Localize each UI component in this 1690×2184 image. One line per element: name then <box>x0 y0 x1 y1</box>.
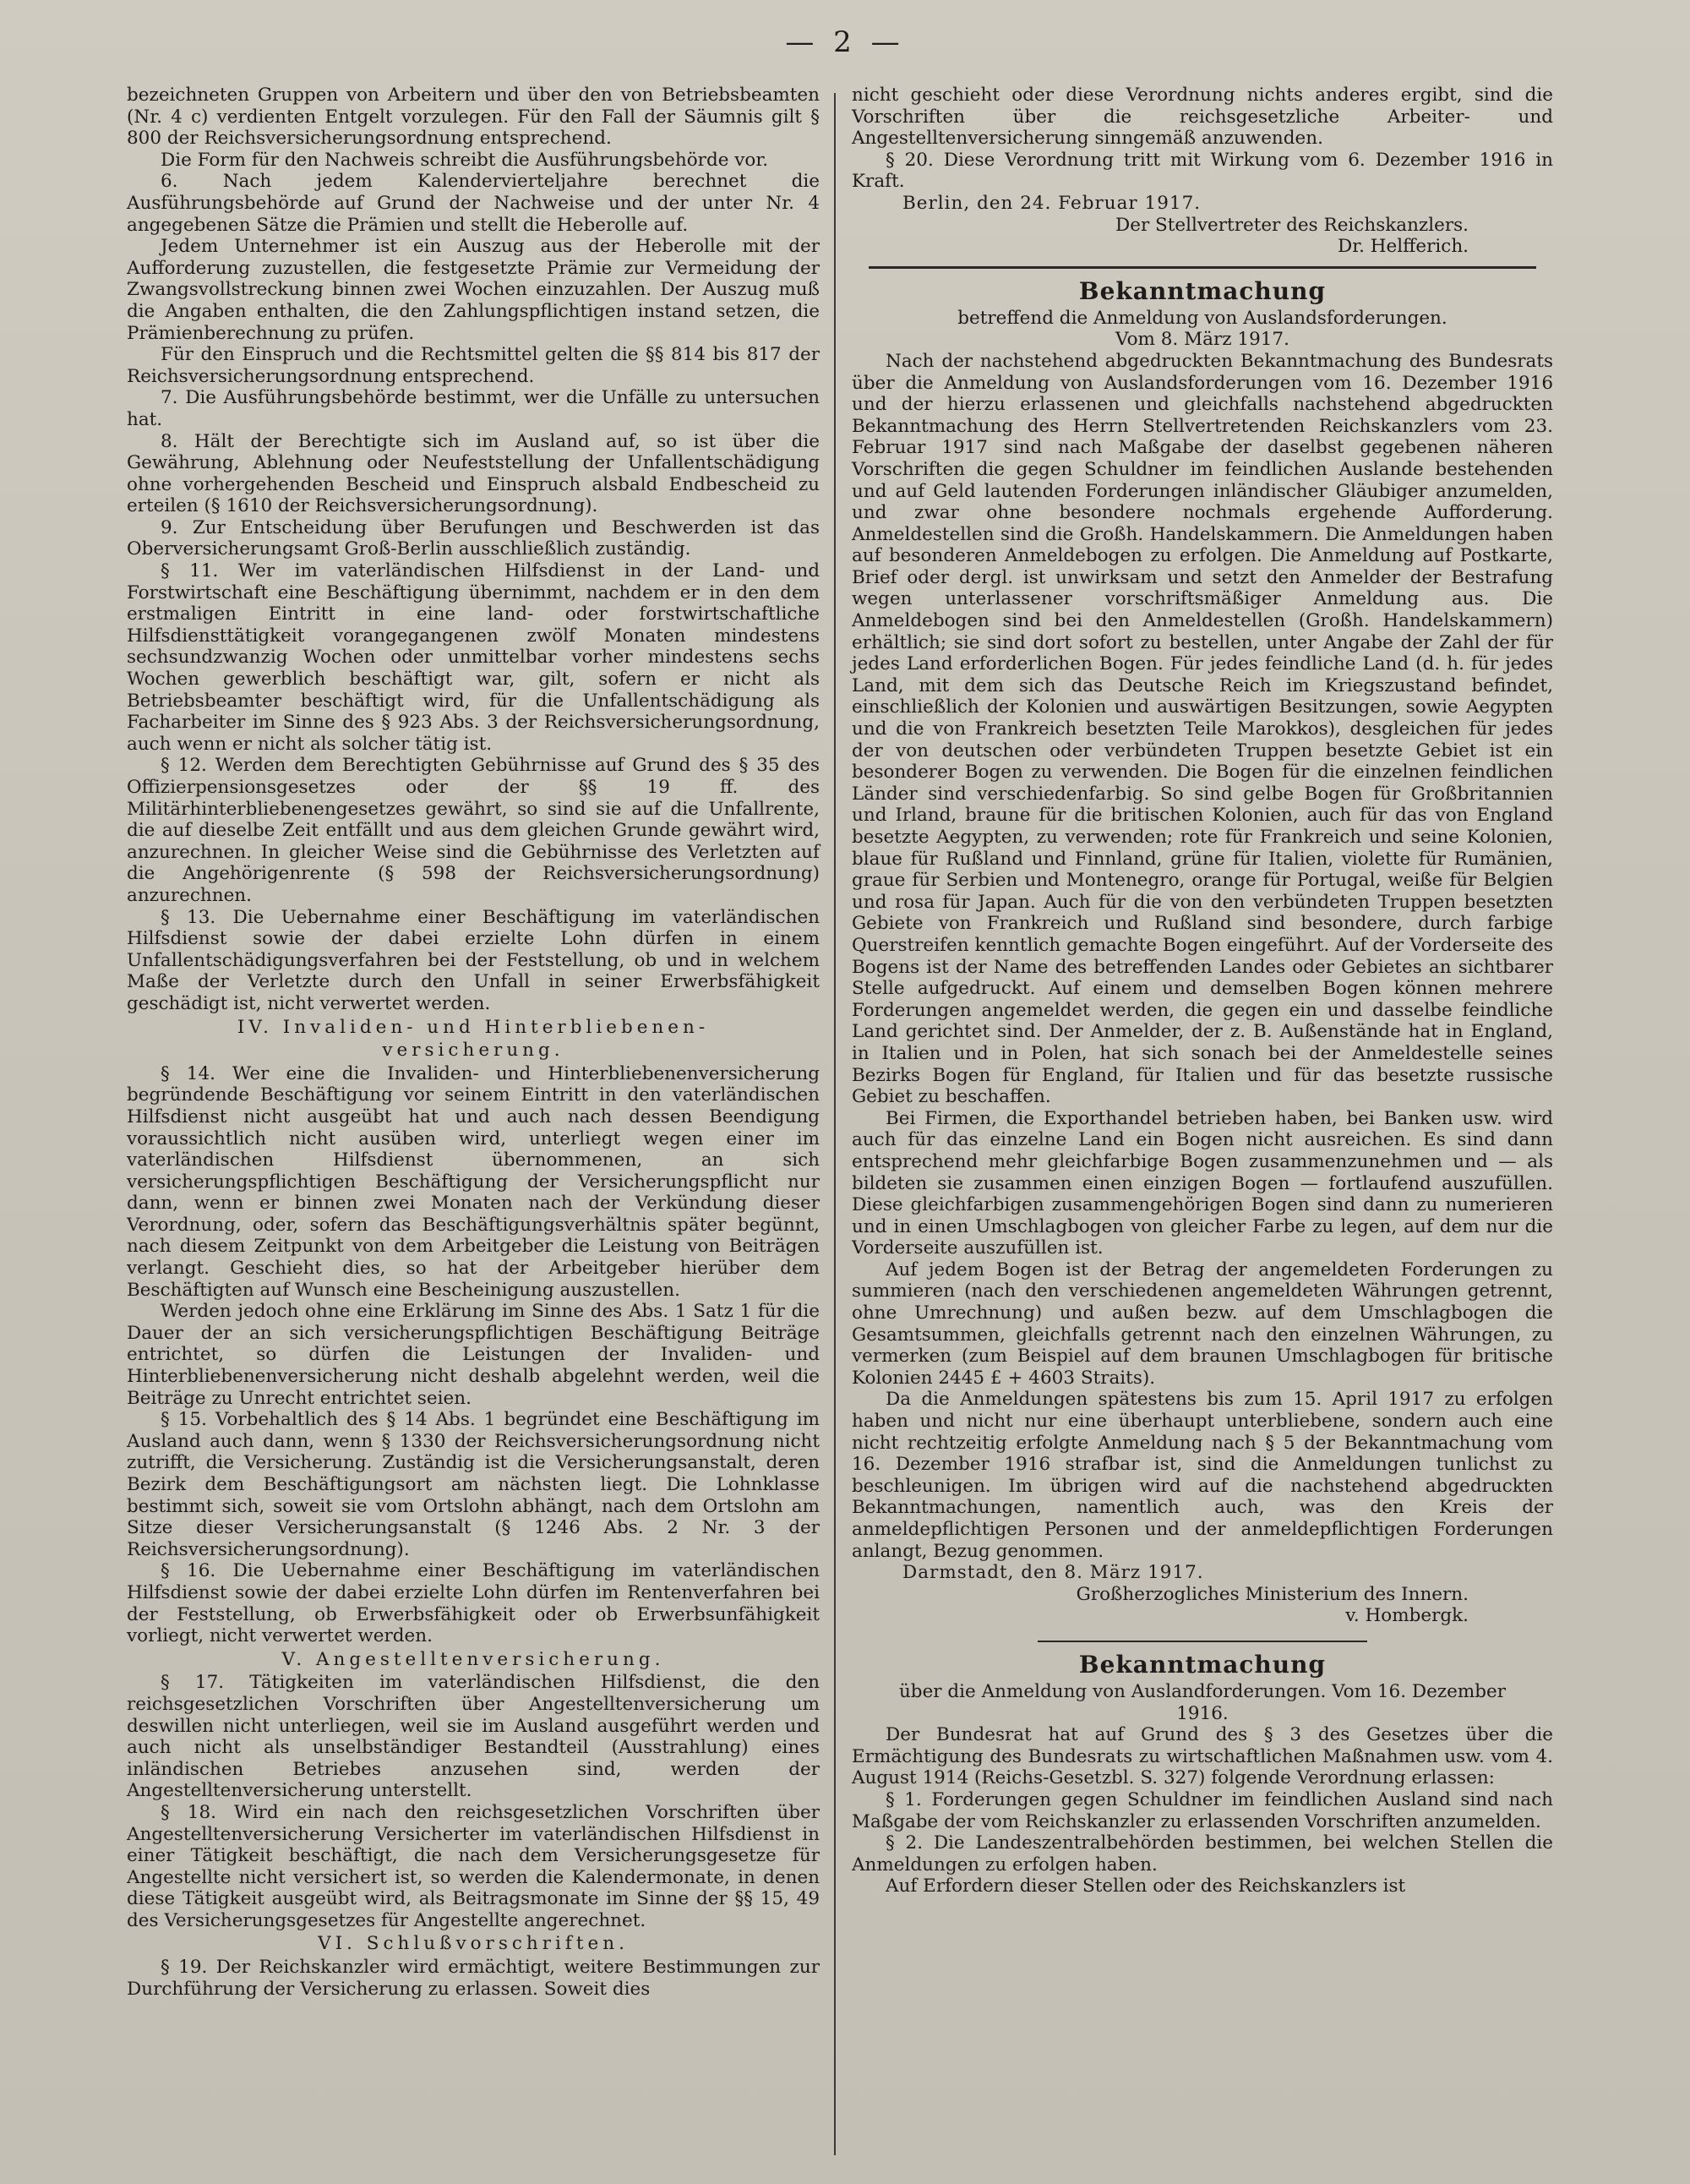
announcement-subtitle: betreffend die Anmeldung von Auslandsforderungen. <box>957 307 1447 329</box>
paragraph: Die Form für den Nachweis schreibt die Ausführungsbehörde vor. <box>161 149 769 171</box>
column-divider <box>834 93 836 2155</box>
signature-title: Der Stellvertreter des Reichskanzlers. <box>1115 214 1469 236</box>
paragraph: § 2. Die Landeszentralbehörden bestimmen, bei welchen Stellen die Anmeldungen zu erfolgen haben. <box>852 1832 1553 1876</box>
paragraph: § 18. Wird ein nach den reichsgesetzlichen Vorschriften über Angestelltenversicherung Versicherter im vaterländischen Hilfsdienst in einer Tätigkeit beschäftigt, die nach dem Versicherungsgesetze für Angestellte nicht versichert ist, so werden die Kalendermonate, in denen diese Tätigkeit ausgeübt wird, als Beitragsmonate im Sinne der §§ 15, 49 des Versicherungsgesetzes für Angestellte angerechnet. <box>127 1801 820 1931</box>
section-heading: VI. Schlußvorschriften. <box>318 1933 629 1955</box>
signature-name: v. Hombergk. <box>1345 1605 1469 1627</box>
paragraph: bezeichneten Gruppen von Arbeitern und über den von Betriebsbeamten (Nr. 4 c) verdienten Entgelt vorzulegen. Für den Fall der Säumnis gilt § 800 der Reichsversicherungsordnung entsprechend. <box>127 85 820 150</box>
section-heading: IV. Invaliden- und Hinterbliebenen- <box>237 1016 710 1038</box>
announcement-heading: Bekanntmachung <box>1078 276 1327 305</box>
dateline: Darmstadt, den 8. März 1917. <box>902 1562 1204 1584</box>
separator-rule <box>1038 1641 1367 1642</box>
right-column <box>852 85 1553 1897</box>
paragraph: Werden jedoch ohne eine Erklärung im Sinne des Abs. 1 Satz 1 für die Dauer der an sich versicherungspflichtigen Beschäftigung Beiträge entrichtet, so dürfen die Leistungen der Invaliden- und Hinterbliebenenversicherung nicht deshalb abgelehnt werden, weil die Beiträge zu Unrecht entrichtet seien. <box>127 1301 820 1409</box>
separator-rule <box>869 266 1536 269</box>
paragraph: 8. Hält der Berechtigte sich im Ausland auf, so ist über die Gewährung, Ablehnung oder Neufeststellung der Unfallentschädigung ohne vorhergehenden Bescheid und Einspruch alsbald Endbescheid zu erteilen (§ 1610 der Reichsversicherungsordnung). <box>127 430 820 517</box>
paragraph: § 15. Vorbehaltlich des § 14 Abs. 1 begründet eine Beschäftigung im Ausland auch dann, wenn § 1330 der Reichsversicherungsordnung nicht zutrifft, die Versicherung. Zuständig ist die Versicherungsanstalt, deren Bezirk dem Beschäftigungsort am nächsten liegt. Die Lohnklasse bestimmt sich, soweit sie vom Ortslohn abhängt, nach dem Ortslohn am Sitze dieser Versicherungsanstalt (§ 1246 Abs. 2 Nr. 3 der Reichsversicherungsordnung). <box>127 1409 820 1560</box>
left-column <box>127 85 820 2000</box>
paragraph: Bei Firmen, die Exporthandel betrieben haben, bei Banken usw. wird auch für das einzelne Land ein Bogen nicht ausreichen. Es sind dann entsprechend mehr gleichfarbige Bogen zusammenzunehmen und — als bildeten sie zusammen einen einzigen Bogen — fortlaufend auszufüllen. Diese gleichfarbigen zusammengehörigen Bogen sind dann zu numerieren und in einen Umschlagbogen von gleicher Farbe zu legen, auf dem nur die Vorderseite auszufüllen ist. <box>852 1107 1553 1259</box>
paragraph: Nach der nachstehend abgedruckten Bekanntmachung des Bundesrats über die Anmeldung von Auslandsforderungen vom 16. Dezember 1916 und der hierzu erlassenen und gleichfalls nachstehend abgedruckten Bekanntmachung des Herrn Stellvertretenden Reichskanzlers vom 23. Februar 1917 sind nach Maßgabe der daselbst gegebenen näheren Vorschriften die gegen Schuldner im feindlichen Auslande bestehenden und auf Geld lautenden Forderungen inländischer Gläubiger anzumelden, und zwar ohne besondere nochmals ergehende Aufforderung. Anmeldestellen sind die Großh. Handelskammern. Die Anmeldungen haben auf besonderen Anmeldebogen zu erfolgen. Die Anmeldung auf Postkarte, Brief oder dergl. ist unwirksam und setzt den Anmelder der Bestrafung wegen unterlassener vorschriftsmäßiger Anmeldung aus. Die Anmeldebogen sind bei den Anmeldestellen (Großh. Handelskammern) erhältlich; sie sind dort sofort zu bestellen, unter Angabe der Zahl der für jedes Land erforderlichen Bogen. Für jedes feindliche Land (d. h. für jedes Land, mit dem sich das Deutsche Reich im Kriegszustand befindet, einschließlich der Kolonien und auswärtigen Besitzungen, sowie Aegypten und die von Frankreich besetzten Teile Marokkos), desgleichen für jedes der von deutschen oder verbündeten Truppen besetzte Gebiet ist ein besonderer Bogen zu verwenden. Die Bogen für die einzelnen feindlichen Länder sind verschiedenfarbig. So sind gelbe Bogen für Großbritannien und Irland, braune für die britischen Kolonien, auch für das von England besetzte Aegypten, zu verwenden; rote für Frankreich und seine Kolonien, blaue für Rußland und Finnland, grüne für Italien, violette für Rumänien, graue für Serbien und Montenegro, orange für Portugal, weiße für Belgien und rosa für Japan. Auch für die von den verbündeten Truppen besetzten Gebiete von Frankreich und Rußland sind besondere, durch farbige Querstreifen kenntlich gemachte Bogen eingeführt. Auf der Vorderseite des Bogens ist der Name des betreffenden Landes oder Gebietes an sichtbarer Stelle aufgedruckt. Auf einem und demselben Bogen können mehrere Forderungen angemeldet werden, die gegen ein und dasselbe feindliche Land gerichtet sind. Der Anmelder, der z. B. Außenstände hat in England, in Italien und in Polen, hat sich sonach bei der Anmeldestelle seines Bezirks Bogen für England, für Italien und für das besetzte russische Gebiet zu beschaffen. <box>852 350 1553 1108</box>
paragraph: Der Bundesrat hat auf Grund des § 3 des Gesetzes über die Ermächtigung des Bundesrats zu wirtschaftlichen Maßnahmen usw. vom 4. August 1914 (Reichs-Gesetzbl. S. 327) folgende Verordnung erlassen: <box>852 1724 1553 1789</box>
dateline: Berlin, den 24. Februar 1917. <box>902 192 1202 214</box>
paragraph: 7. Die Ausführungsbehörde bestimmt, wer die Unfälle zu untersuchen hat. <box>127 387 820 430</box>
paragraph: § 13. Die Uebernahme einer Beschäftigung im vaterländischen Hilfsdienst sowie der dabei erzielte Lohn dürfen in einem Unfallentschädigungsverfahren bei der Feststellung, ob und in welchem Maße der Verletzte durch den Unfall in seiner Erwerbsfähigkeit geschädigt ist, nicht verwertet werden. <box>127 906 820 1014</box>
announcement-date: 1916. <box>1176 1702 1229 1724</box>
signature-name: Dr. Helfferich. <box>1337 236 1469 258</box>
section-heading: versicherung. <box>382 1040 564 1062</box>
page-number: — 2 — <box>785 25 905 59</box>
signature-title: Großherzogliches Ministerium des Innern. <box>1076 1583 1469 1605</box>
paragraph: § 1. Forderungen gegen Schuldner im feindlichen Ausland sind nach Maßgabe der vom Reichskanzler zu erlassenden Vorschriften anzumelden. <box>852 1788 1553 1832</box>
paragraph: § 14. Wer eine die Invaliden- und Hinterbliebenenversicherung begründende Beschäftigung vor seinem Eintritt in den vaterländischen Hilfsdienst nicht ausgeübt hat und auch nach dessen Beendigung voraussichtlich nicht ausüben wird, unterliegt wegen einer im vaterländischen Hilfsdienst übernommenen, an sich versicherungspflichtigen Beschäftigung der Versicherungspflicht nur dann, wenn er binnen zwei Monaten nach der Verkündung dieser Verordnung, oder, sofern das Beschäftigungsverhältnis später begünnt, nach diesem Zeitpunkt von dem Arbeitgeber die Leistung von Beiträgen verlangt. Geschieht dies, so hat der Arbeitgeber hierüber dem Beschäftigten auf Wunsch eine Bescheinigung auszustellen. <box>127 1062 820 1301</box>
announcement-subtitle: über die Anmeldung von Auslandforderungen. Vom 16. Dezember <box>898 1680 1507 1702</box>
paragraph: § 16. Die Uebernahme einer Beschäftigung im vaterländischen Hilfsdienst sowie der dabei erzielte Lohn dürfen im Rentenverfahren bei der Feststellung, ob Erwerbsfähigkeit oder ob Erwerbsunfähigkeit vorliegt, nicht verwertet werden. <box>127 1560 820 1647</box>
paragraph: nicht geschieht oder diese Verordnung nichts anderes ergibt, sind die Vorschriften über die reichsgesetzliche Arbeiter- und Angestelltenversicherung sinngemäß anzuwenden. <box>852 85 1553 150</box>
announcement-heading: Bekanntmachung <box>1078 1650 1327 1679</box>
paragraph: § 19. Der Reichskanzler wird ermächtigt, weitere Bestimmungen zur Durchführung der Versicherung zu erlassen. Soweit dies <box>127 1957 820 2000</box>
paragraph: Jedem Unternehmer ist ein Auszug aus der Heberolle mit der Aufforderung zuzustellen, die festgesetzte Prämie zur Vermeidung der Zwangsvollstreckung binnen zwei Wochen einzuzahlen. Der Auszug muß die Angaben enthalten, die den Zahlungspflichtigen instand setzen, die Prämienberechnung zu prüfen. <box>127 236 820 344</box>
paragraph: § 17. Tätigkeiten im vaterländischen Hilfsdienst, die den reichsgesetzlichen Vorschriften über Angestelltenversicherung um deswillen nicht unterliegen, weil sie im Ausland ausgeführt werden und auch nicht als unselbständiger Bestandteil (Ausstrahlung) eines inländischen Betriebes anzusehen sind, werden der Angestelltenversicherung unterstellt. <box>127 1672 820 1802</box>
paragraph: 9. Zur Entscheidung über Berufungen und Beschwerden ist das Oberversicherungsamt Groß-Berlin ausschließlich zuständig. <box>127 516 820 560</box>
paragraph: Auf jedem Bogen ist der Betrag der angemeldeten Forderungen zu summieren (nach den verschiedenen angemeldeten Währungen getrennt, ohne Umrechnung) und außen bezw. auf dem Umschlagbogen die Gesamtsummen, gleichfalls getrennt nach den einzelnen Währungen, zu vermerken (zum Beispiel auf dem braunen Umschlagbogen für britische Kolonien 2445 £ + 4603 Straits). <box>852 1259 1553 1389</box>
paragraph: Da die Anmeldungen spätestens bis zum 15. April 1917 zu erfolgen haben und nicht nur eine überhaupt unterbliebene, sondern auch eine nicht rechtzeitig erfolgte Anmeldung nach § 5 der Bekanntmachung vom 16. Dezember 1916 strafbar ist, sind die Anmeldungen tunlichst zu beschleunigen. Im übrigen wird auf die nachstehend abgedruckten Bekanntmachungen, namentlich auch, was den Kreis der anmeldepflichtigen Personen und der anmeldepflichtigen Forderungen anlangt, Bezug genommen. <box>852 1389 1553 1562</box>
paragraph: 6. Nach jedem Kalendervierteljahre berechnet die Ausführungsbehörde auf Grund der Nachweise und der unter Nr. 4 angegebenen Sätze die Prämien und stellt die Heberolle auf. <box>127 171 820 236</box>
paragraph: § 12. Werden dem Berechtigten Gebührnisse auf Grund des § 35 des Offizierpensionsgesetzes oder der §§ 19 ff. des Militärhinterbliebenengesetzes gewährt, so sind sie auf die Unfallrente, die auf dieselbe Zeit entfällt und aus dem gleichen Grunde gewährt wird, anzurechnen. In gleicher Weise sind die Gebührnisse des Verletzten auf die Angehörigenrente (§ 598 der Reichsversicherungsordnung) anzurechnen. <box>127 755 820 906</box>
section-heading: V. Angestelltenversicherung. <box>281 1648 665 1670</box>
paragraph: Für den Einspruch und die Rechtsmittel gelten die §§ 814 bis 817 der Reichsversicherungsordnung entsprechend. <box>127 344 820 387</box>
paragraph: Auf Erfordern dieser Stellen oder des Reichskanzlers ist <box>886 1876 1406 1897</box>
announcement-date: Vom 8. März 1917. <box>1115 329 1289 351</box>
paragraph: § 20. Diese Verordnung tritt mit Wirkung vom 6. Dezember 1916 in Kraft. <box>852 149 1553 193</box>
paragraph: § 11. Wer im vaterländischen Hilfsdienst in der Land- und Forstwirtschaft eine Beschäftigung übernimmt, nachdem er in den dem erstmaligen Eintritt in eine land- oder forstwirtschaftliche Hilfsdiensttätigkeit vorangegangenen zwölf Monaten mindestens sechsundzwanzig Wochen oder unmittelbar vorher mindestens sechs Wochen gewerblich beschäftigt war, gilt, sofern er nicht als Betriebsbeamter beschäftigt wird, für die Unfallentschädigung als Facharbeiter im Sinne des § 923 Abs. 3 der Reichsversicherungsordnung, auch wenn er nicht als solcher tätig ist. <box>127 560 820 755</box>
